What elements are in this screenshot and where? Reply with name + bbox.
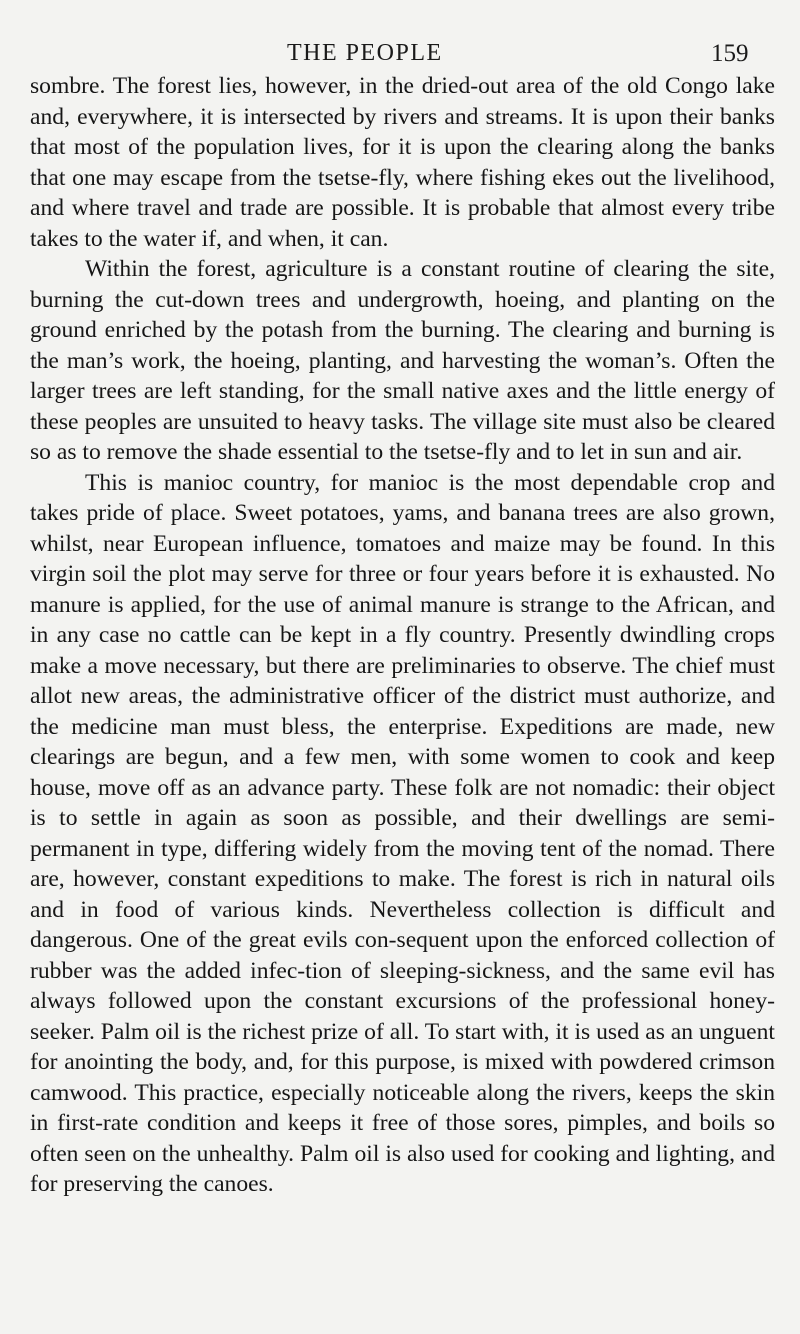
page-number: 159 — [711, 40, 749, 67]
paragraph: This is manioc country, for manioc is the most dependable crop and takes pride of place. Sweet potatoes, yams, and banana trees are also grown, whilst, near European influence, tomatoes and maize may be found. In this virgin soil the plot may serve for three or four years before it is exhausted. No manure is applied, for the use of animal manure is strange to the African, and in any case no cattle can be kept in a fly country. Presently dwindling crops make a move necessary, but there are preliminaries to observe. The chief must allot new areas, the administrative officer of the district must authorize, and the medicine man must bless, the enterprise. Expeditions are made, new clearings are begun, and a few men, with some women to cook and keep house, move off as an advance party. These folk are not nomadic: their object is to settle in again as soon as possible, and their dwellings are semi-permanent in type, differing widely from the moving tent of the nomad. There are, however, constant expeditions to make. The forest is rich in natural oils and in food of various kinds. Nevertheless collection is difficult and dangerous. One of the great evils con-sequent upon the enforced collection of rubber was the added infec-tion of sleeping-sickness, and the same evil has always followed upon the constant excursions of the professional honey-seeker. Palm oil is the richest prize of all. To start with, it is used as an unguent for anointing the body, and, for this purpose, is mixed with powdered crimson camwood. This practice, especially noticeable along the rivers, keeps the skin in first-rate condition and keeps it free of those sores, pimples, and boils so often seen on the unhealthy. Palm oil is also used for cooking and lighting, and for preserving the canoes. — [30, 469, 775, 1197]
paragraph: Within the forest, agriculture is a constant routine of clearing the site, burning the cut-down trees and undergrowth, hoeing, and planting on the ground enriched by the potash from the burning. The clearing and burning is the man’s work, the hoeing, planting, and harvesting the woman’s. Often the larger trees are left standing, for the small native axes and the little energy of these peoples are unsuited to heavy tasks. The village site must also be cleared so as to remove the shade essential to the tsetse-fly and to let in sun and air. — [30, 256, 775, 465]
paragraph: sombre. The forest lies, however, in the dried-out area of the old Congo lake and, everywhere, it is intersected by rivers and streams. It is upon their banks that most of the population lives, for it is upon the clearing along the banks that one may escape from the tsetse-fly, where fishing ekes out the livelihood, and where travel and trade are possible. It is probable that almost every tribe takes to the water if, and when, it can. — [30, 73, 775, 252]
running-head: THE PEOPLE — [287, 40, 443, 66]
body-text — [30, 71, 775, 1200]
